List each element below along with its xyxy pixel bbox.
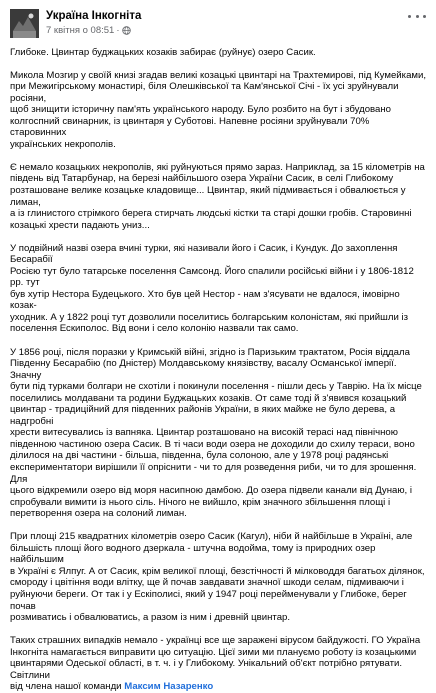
page-avatar[interactable] — [10, 9, 39, 38]
post-paragraph: При площі 215 квадратних кілометрів озеро Сасик (Кагул), ніби й найбільше в Україні, але більшість площі його водного дзеркала - штучна водойма, тому із природних озер найбільшим в Україні є Ялпуг. А от Сасик, крім великої площі, безстічності й мілководдя багатьох ділянок, смороду і цвітіння води влітку, ще й почав завдавати значної шкоди селам, підмиваючи і руйнуючи береги. От так і у Ескіполисі, який у 1947 році перейменували у Глибоке, берег почав розмиватись і обвалюватись, а разом із ним і древній цвинтар. — [10, 531, 425, 624]
post-header — [10, 6, 428, 40]
post-paragraph: Микола Мозгир у своїй книзі згадав великі козацькі цвинтарі на Трахтемирові, під Кумейками, при Межигірському монастирі, біля Олешківської та Кам'янської Січі - їх усі зруйнували росіяни, щоб знищити історичну пам'ять українського народу. Було розбито на бут і збудовано колгоспний свинарник, із цвинтаря у Суботові. Напевне росіяни зруйнували 70% старовинних українських некрополів. — [10, 69, 427, 150]
post-paragraph: Є немало козацьких некрополів, які руйнуються прямо зараз. Наприклад, за 15 кілометрів на південь від Татарбунар, на березі найбільшого озера України Сасик, в селі Глибокому розташоване велике козацьке кладовище... Цвинтар, який підмивається і обвалюється у лиман, а із глинистого стрімкого берега стирчать людські кістки та старі дошки гробів. Старовинні козацькі хрести падають униз... — [10, 161, 425, 231]
page-avatar-image — [10, 9, 39, 38]
post-paragraph-last — [10, 635, 428, 693]
meta-separator: · — [116, 24, 120, 36]
more-options-icon[interactable] — [408, 10, 426, 22]
post-header-text — [46, 10, 141, 36]
post-timestamp[interactable]: 7 квітня о 08:51 — [46, 24, 115, 36]
globe-icon — [122, 26, 131, 35]
post-meta — [46, 25, 141, 36]
page-name-link[interactable]: Україна Інкогніта — [46, 9, 142, 22]
mention-link[interactable]: Максим Назаренко — [124, 681, 214, 693]
post-paragraph-text: Таких страшних випадків немало - українці все ще заражені вірусом байдужості. ГО Україна Інкогніта намагається виправити цю ситуацію. Цієї зими ми плануємо роботу із козацькими цвинтарями Одеської області, в т. ч. і у Глибокому. Унікальний об'єкт потрібно рятувати. Світлини від члена нашої команди — [10, 635, 421, 693]
post-text — [10, 47, 428, 693]
post-paragraph: Глибоке. Цвинтар буджацьких козаків забирає (руйнує) озеро Сасик. — [10, 47, 316, 58]
post-paragraph: У 1856 році, після поразки у Кримській війні, згідно із Паризьким трактатом, Росія віддала Південну Бесарабію (по Дністер) Молдавському князівству, васалу Османської імперії. Значну бути під турками болгари не схотіли і покинули поселення - пішли десь у Таврію. На їх місце поселились молдавани та родини Буджацьких козаків. От саме тоді й з'явився козацький цвинтар - традиційний для південних районів України, в яких майже не було дерева, а надгробні хрести витесувались із вапняка. Цвинтар розташовано на високій терасі над північною південною частиною озера Сасик. В ті часи води озера не доходили до схилу тераси, воно ділилося на дві частини - більша, південна, була солоною, але у 1978 році радянські експериментатори вирішили її опріснити - чи то для розведення риби, чи то для зрошення. Для цього відкремили озеро від моря насипною дамбою. До озера підвели канали від Дунаю, і спробували вимити із нього сіль. Нічого не вийшло, крім значного збільшення площі і перетворення озера на солоний лиман. — [10, 346, 422, 520]
post-paragraph: У подвійний назві озера вчині турки, які називали його і Сасик, і Кундук. До захоплення Бесарабії Росією тут було татарське поселення Самсонд. Його спалили російські війни і у 1806-1812 рр. тут був хутір Нестора Будецького. Хто був цей Нестор - нам з'ясувати не вдалося, імовірно козак- уходник. А у 1822 році тут дозволили поселитись болгарським колоністам, які прийшли із поселення Ескиполос. Від вони і село колонію назвали так само. — [10, 242, 414, 335]
